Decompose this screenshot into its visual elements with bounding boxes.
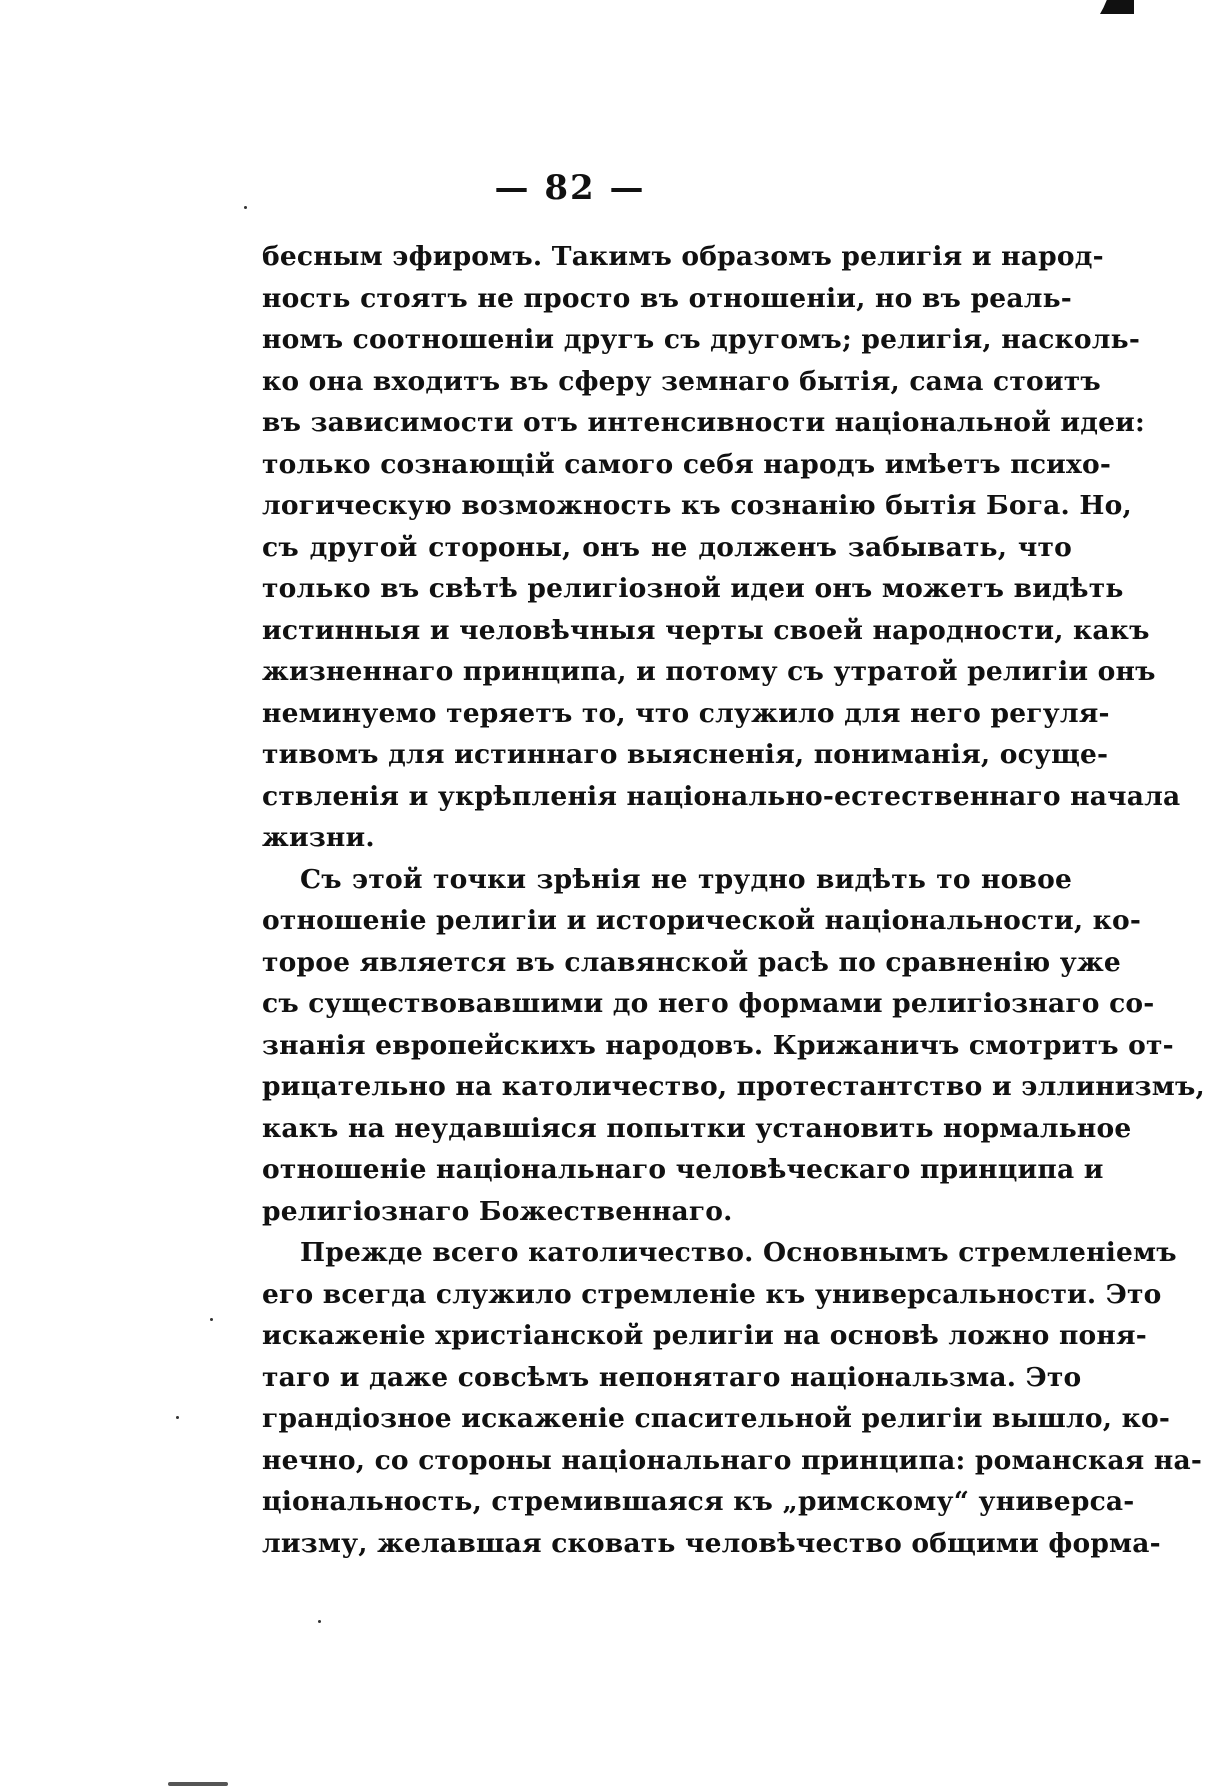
text-line: грандіозное искаженіе спасительной религіи вышло, ко- bbox=[262, 1403, 1171, 1434]
text-line: знанія европейскихъ народовъ. Крижаничъ смотритъ от- bbox=[262, 1029, 1174, 1061]
text-line: нечно, со стороны національнаго принципа: романская на- bbox=[262, 1444, 1203, 1476]
text-line: лизму, желавшая сковать человѣчество общими форма- bbox=[262, 1527, 1161, 1559]
text-line: торое является въ славянской расѣ по сравненію уже bbox=[262, 946, 1121, 978]
text-line: его всегда служило стремленіе къ универсальности. Это bbox=[262, 1278, 1162, 1310]
text-line: тивомъ для истиннаго выясненія, пониманія, осуще- bbox=[262, 739, 1109, 770]
text-line: таго и даже совсѣмъ непонятаго національзма. Это bbox=[262, 1361, 1082, 1393]
text-line: только сознающій самого себя народъ имѣетъ психо- bbox=[262, 448, 1112, 480]
text-line: отношеніе національнаго человѣческаго принципа и bbox=[262, 1154, 1104, 1185]
text-line: рицательно на католичество, протестантство и эллинизмъ, bbox=[262, 1071, 1205, 1102]
text-line: жизненнаго принципа, и потому съ утратой религіи онъ bbox=[262, 656, 1156, 687]
text-line: истинныя и человѣчныя черты своей народности, какъ bbox=[262, 614, 1150, 646]
text-line: номъ соотношеніи другъ съ другомъ; религія, насколь- bbox=[262, 324, 1141, 355]
text-line: ность стоятъ не просто въ отношеніи, но въ реаль- bbox=[262, 282, 1072, 314]
text-line: отношеніе религіи и исторической національности, ко- bbox=[262, 905, 1142, 936]
speck bbox=[318, 1620, 321, 1623]
paragraph-start-line: Съ этой точки зрѣнія не трудно видѣть то новое bbox=[300, 863, 1072, 895]
speck bbox=[244, 206, 247, 209]
paragraph-start-line: Прежде всего католичество. Основнымъ стремленіемъ bbox=[300, 1237, 1177, 1268]
text-line: религіознаго Божественнаго. bbox=[262, 1195, 733, 1227]
text-line: ко она входитъ въ сферу земнаго бытія, сама стоитъ bbox=[262, 365, 1101, 397]
text-line: ціональность, стремившаяся къ „римскому“ универса- bbox=[262, 1486, 1135, 1517]
speck bbox=[210, 1318, 213, 1321]
corner-ink-mark bbox=[1100, 0, 1134, 14]
text-line: логическую возможность къ сознанію бытія Бога. Но, bbox=[262, 490, 1132, 521]
speck bbox=[176, 1416, 179, 1419]
page-number: — 82 — bbox=[494, 168, 646, 208]
bottom-smudge bbox=[168, 1782, 228, 1786]
text-line: какъ на неудавшіяся попытки установить нормальное bbox=[262, 1112, 1132, 1144]
text-line: съ другой стороны, онъ не долженъ забывать, что bbox=[262, 531, 1072, 563]
text-line: въ зависимости отъ интенсивности національной идеи: bbox=[262, 407, 1146, 438]
text-line: ствленія и укрѣпленія національно-естественнаго начала bbox=[262, 780, 1181, 812]
text-line: искаженіе христіанской религіи на основѣ ложно поня- bbox=[262, 1320, 1147, 1351]
text-line: только въ свѣтѣ религіозной идеи онъ можетъ видѣть bbox=[262, 573, 1124, 604]
text-line: неминуемо теряетъ то, что служило для него регуля- bbox=[262, 697, 1110, 729]
text-line: бесным эфиромъ. Такимъ образомъ религія и народ- bbox=[262, 241, 1104, 272]
text-line: жизни. bbox=[262, 822, 375, 853]
text-line: съ существовавшими до него формами религіознаго со- bbox=[262, 988, 1155, 1019]
body-text bbox=[262, 236, 1205, 1564]
